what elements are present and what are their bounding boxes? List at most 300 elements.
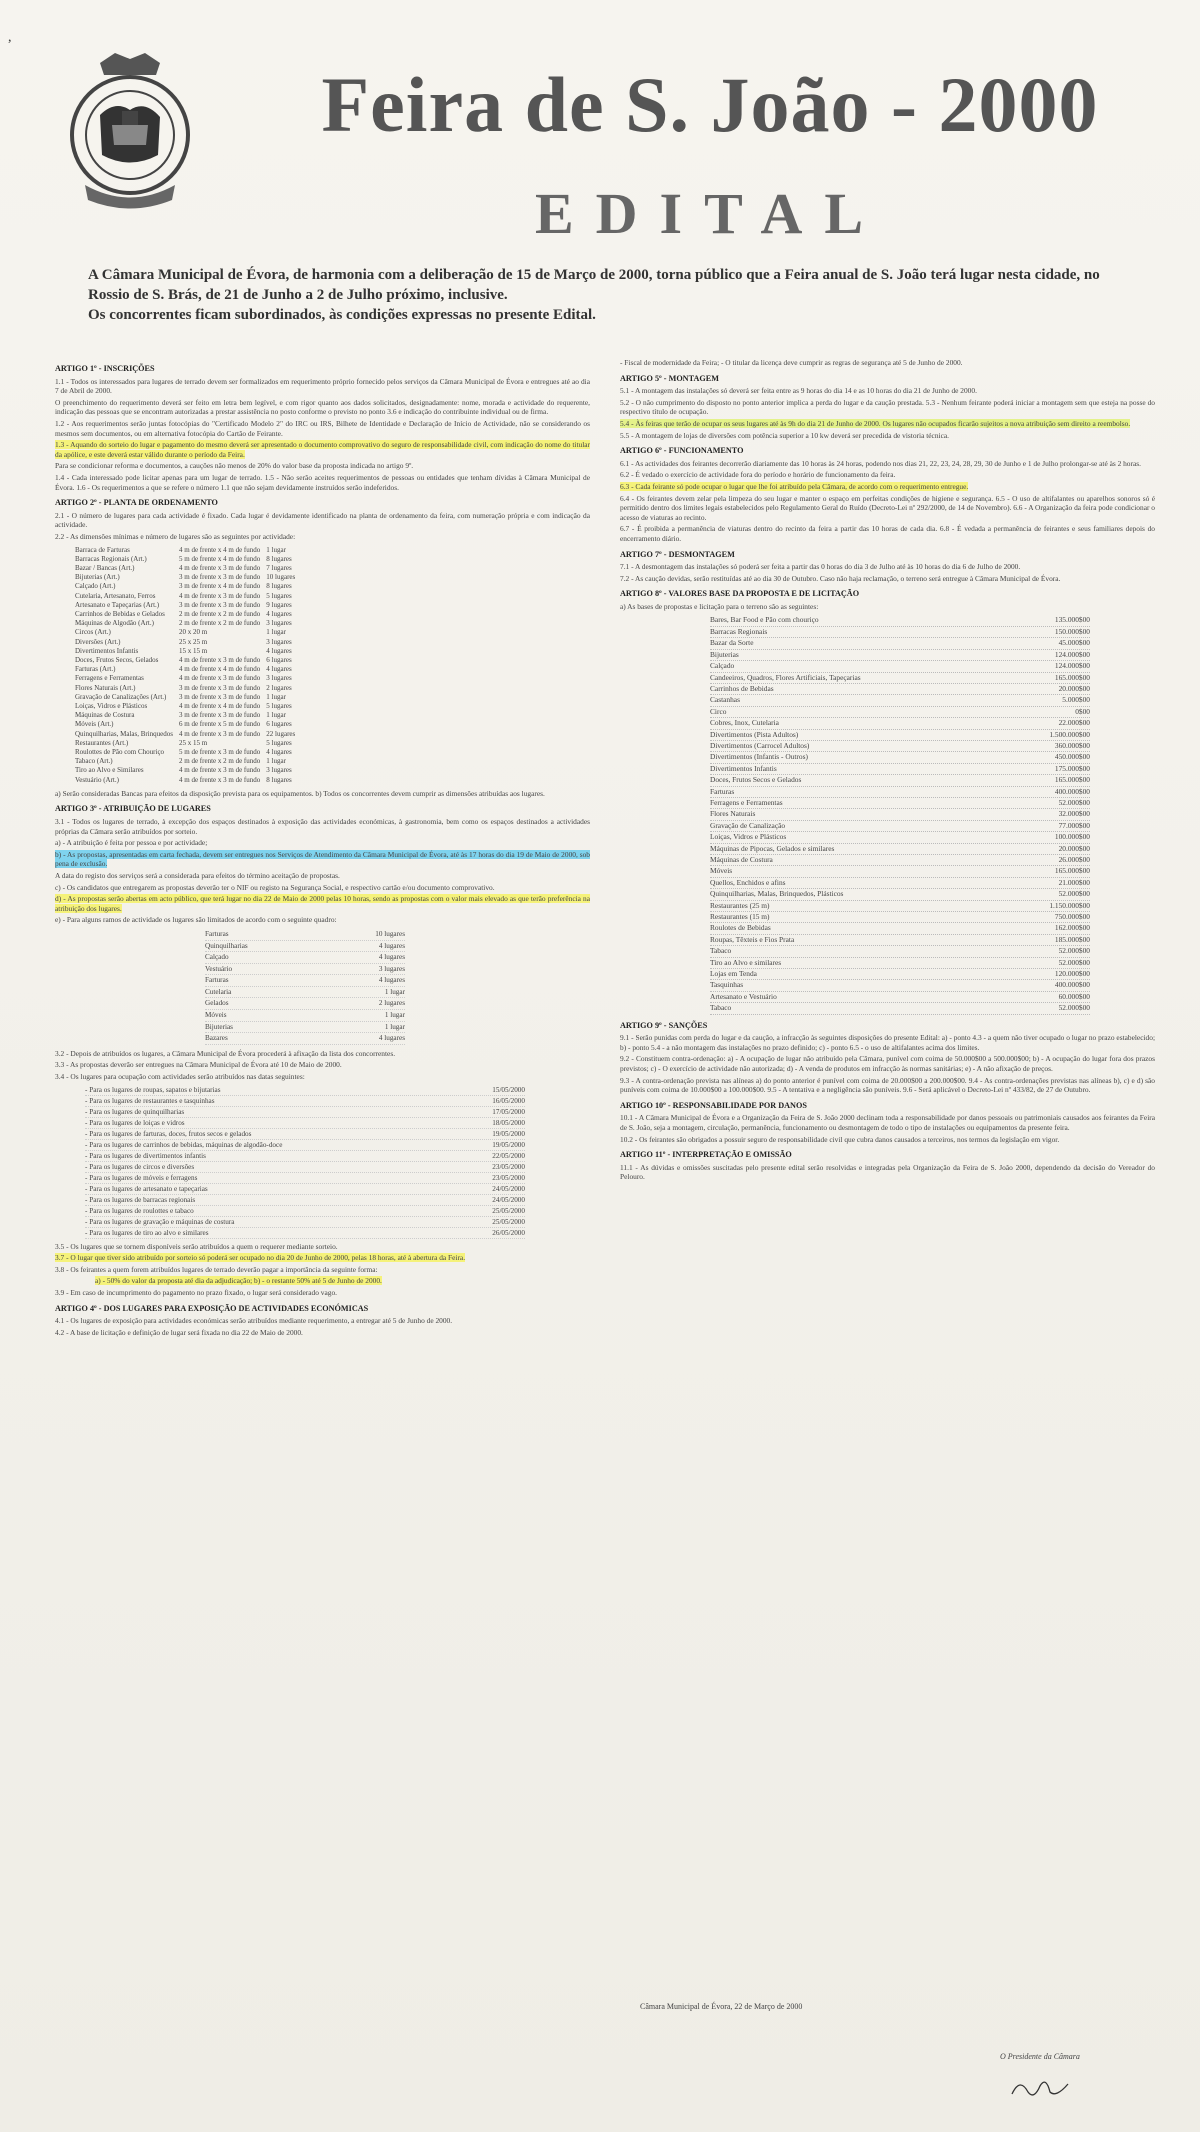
list-item-value: 4 lugares <box>378 976 405 985</box>
list-item-value: Bijuterias <box>710 649 739 659</box>
intro-paragraph <box>88 265 1128 325</box>
table-cell: 1 lugar <box>266 711 286 720</box>
paragraph: A data do registo dos serviços será a considerada para efeitos do término aceitação de propostas. <box>55 870 340 880</box>
table-cell: 4 lugares <box>266 665 292 674</box>
table-cell: Quinquilharias, Malas, Brinquedos <box>75 729 173 738</box>
table-cell: 3 m de frente x 3 m de fundo <box>179 711 261 720</box>
table-cell: 2 m de frente x 2 m de fundo <box>179 619 261 628</box>
paragraph: 3.8 - Os feirantes a quem forem atribuídos lugares de terrado deverão pagar a importância da seguinte forma: <box>55 1264 378 1274</box>
list-item <box>205 987 405 999</box>
paragraph: 4.1 - Os lugares de exposição para actividades económicas serão atribuídos mediante requerimento, a entregar até 5 de Junho de 2000. <box>55 1316 453 1326</box>
list-item-value: 10 lugares <box>375 929 405 938</box>
list-item-value: 52.000$00 <box>1058 797 1090 807</box>
fold-mark: , <box>8 30 12 45</box>
list-item <box>205 1033 405 1045</box>
table-cell: Diversões (Art.) <box>75 637 121 646</box>
list-item <box>205 929 405 941</box>
highlighted-text: d) - As propostas serão abertas em acto público, que terá lugar no dia 22 de Maio de 2000 pelas 10 horas, sendo as propostas com o valor mais elevado as que terão preferência na atribuição dos lugares. <box>55 894 590 913</box>
table-cell: Máquinas de Algodão (Art.) <box>75 619 154 628</box>
list-item-value: 23/05/2000 <box>492 1173 525 1182</box>
paragraph: 10.2 - Os feirantes são obrigados a possuir seguro de responsabilidade civil que cubra danos causados a terceiros, nos termos da legislação em vigor. <box>620 1134 1060 1144</box>
list-item-value: 16/05/2000 <box>492 1096 525 1105</box>
list-item-value: Circo <box>710 706 727 716</box>
list-item-value: 100.000$00 <box>1054 832 1090 842</box>
table-row <box>75 592 301 601</box>
list-item-value: 165.000$00 <box>1054 672 1090 682</box>
paragraph: 6.4 - Os feirantes devem zelar pela limpeza do seu lugar e manter o espaço em perfeitas condições de higiene e segurança. 6.5 - O uso de altifalantes ou aparelhos sonoros só é permitido dentro dos limites legais estabelecidos pelo Regulamento Geral do Ruído (Decreto-Lei nº 292/2000, de 14 de Novembro). 6.6 - A Organização da feira pode condicionar o acesso de viaturas ao recinto. <box>620 493 1155 522</box>
list-item <box>710 730 1090 741</box>
list-item-value: Roulotes de Bebidas <box>710 923 771 933</box>
list-item <box>710 855 1090 866</box>
list-item <box>710 707 1090 718</box>
table-cell: 5 lugares <box>266 701 292 710</box>
list-item-value: 45.000$00 <box>1058 638 1090 648</box>
list-item-value: 162.000$00 <box>1054 923 1090 933</box>
list-item <box>710 935 1090 946</box>
table-cell: 9 lugares <box>266 600 292 609</box>
list-item <box>205 964 405 976</box>
article-heading: ARTIGO 7º - DESMONTAGEM <box>620 549 735 559</box>
list-item <box>710 969 1090 980</box>
list-item-value: - Para os lugares de quinquilharias <box>85 1107 185 1116</box>
list-item <box>710 866 1090 877</box>
list-item-value: 1.150.000$00 <box>1049 900 1090 910</box>
list-item-value: Divertimentos (Pista Adultos) <box>710 729 799 739</box>
list-item <box>710 1003 1090 1014</box>
list-item <box>710 832 1090 843</box>
list-item-value: - Para os lugares de divertimentos infantis <box>85 1151 206 1160</box>
table-cell: Bijuterias (Art.) <box>75 573 120 582</box>
table-row <box>75 776 301 785</box>
table-cell: 3 m de frente x 4 m de fundo <box>179 582 261 591</box>
article-heading: ARTIGO 10º - RESPONSABILIDADE POR DANOS <box>620 1100 807 1110</box>
list-item-value: - Para os lugares de gravação e máquinas de costura <box>85 1217 235 1226</box>
list-item-value: Lojas em Tenda <box>710 969 757 979</box>
table-cell: Ferragens e Ferramentas <box>75 674 144 683</box>
list-item-value: 400.000$00 <box>1054 786 1090 796</box>
table-cell: 4 m de frente x 3 m de fundo <box>179 775 261 784</box>
table-cell: Loiças, Vidros e Plásticos <box>75 701 148 710</box>
list-item <box>710 684 1090 695</box>
list-item-value: 185.000$00 <box>1054 934 1090 944</box>
list-item-value: 20.000$00 <box>1058 683 1090 693</box>
list-item-value: 52.000$00 <box>1058 946 1090 956</box>
list-item-value: Bazar da Sorte <box>710 638 754 648</box>
table-row <box>75 656 301 665</box>
list-item-value: - Para os lugares de barracas regionais <box>85 1195 196 1204</box>
list-item <box>85 1118 525 1129</box>
list-item <box>710 958 1090 969</box>
list-item-value: Vestuário <box>205 964 233 973</box>
list-item-value: Candeeiros, Quadros, Flores Artificiais, Tapeçarias <box>710 672 861 682</box>
table-row <box>75 748 301 757</box>
list-item-value: 52.000$00 <box>1058 889 1090 899</box>
table-cell: 3 lugares <box>266 674 292 683</box>
list-item-value: Máquinas de Costura <box>710 855 773 864</box>
table-cell: 3 m de frente x 3 m de fundo <box>179 600 261 609</box>
list-item-value: 18/05/2000 <box>492 1118 525 1127</box>
paragraph: 3.9 - Em caso de incumprimento do pagamento no prazo fixado, o lugar será considerado vago. <box>55 1288 337 1297</box>
list-item-value: Tabaco <box>710 946 732 956</box>
list-item-value: Artesanato e Vestuário <box>710 991 777 1001</box>
list-item-value: 17/05/2000 <box>492 1107 525 1116</box>
paragraph: 11.1 - As dúvidas e omissões suscitadas pelo presente edital serão resolvidas e integradas pela Organização da Feira de S. João 2000, dependendo da decisão do Vereador do Pelouro. <box>620 1162 1155 1182</box>
list-item-value: 19/05/2000 <box>492 1129 525 1138</box>
table-row <box>75 564 301 573</box>
table-cell: 8 lugares <box>266 554 292 563</box>
table-cell: 4 m de frente x 3 m de fundo <box>179 655 261 664</box>
list-item <box>710 809 1090 820</box>
list-item-value: Tiro ao Alvo e similares <box>710 957 782 967</box>
list-item-value: 32.000$00 <box>1058 809 1090 819</box>
list-item <box>710 752 1090 763</box>
list-item-value: Bares, Bar Food e Pão com chouriço <box>710 615 819 625</box>
table-cell: Móveis (Art.) <box>75 720 114 729</box>
article-heading: ARTIGO 2º - PLANTA DE ORDENAMENTO <box>55 498 218 508</box>
table-cell: Circos (Art.) <box>75 628 111 637</box>
table-cell: Barracas Regionais (Art.) <box>75 554 147 563</box>
list-item <box>710 844 1090 855</box>
list-item <box>205 952 405 964</box>
paragraph: 3.4 - Os lugares para ocupação com actividades serão atribuídos nas datas seguintes: <box>55 1072 305 1082</box>
list-item-value: 150.000$00 <box>1054 626 1090 636</box>
list-item <box>85 1162 525 1173</box>
list-item-value: Cutelaria <box>205 987 232 996</box>
table-row <box>75 730 301 739</box>
lot-dimensions-table <box>75 546 301 785</box>
list-item-value: Bijuterias <box>205 1022 233 1031</box>
table-cell: 5 m de frente x 3 m de fundo <box>179 747 261 756</box>
table-cell: 25 x 15 m <box>179 738 208 747</box>
table-row <box>75 573 301 582</box>
list-item-value: Farturas <box>205 976 229 985</box>
list-item-value: 165.000$00 <box>1054 866 1090 876</box>
paragraph: 3.5 - Os lugares que se tornem disponíveis serão atribuídos a quem o requerer mediante sorteio. <box>55 1241 338 1251</box>
page-title: Feira de S. João - 2000 <box>321 61 1099 148</box>
paragraph: 9.1 - Serão punidas com perda do lugar e da caução, a infracção às seguintes disposições do presente Edital: a) - ponto 4.3 - a quem não tiver ocupado o lugar no prazo estabelecido; b) - ponto 5.4 - a não montagem das instalações no prazo definido; c) - ponto 6.5 - o uso de altifalantes acima dos limites. <box>620 1033 1155 1052</box>
list-item-value: Restaurantes (25 m) <box>710 900 770 910</box>
list-item-value: - Para os lugares de restaurantes e tasquinhas <box>85 1096 215 1105</box>
table-cell: 1 lugar <box>266 545 286 554</box>
list-item <box>710 695 1090 706</box>
list-item <box>85 1140 525 1151</box>
list-item-value: - Para os lugares de tiro ao alvo e similares <box>85 1228 209 1237</box>
table-cell: 1 lugar <box>266 757 286 766</box>
table-cell: 3 m de frente x 3 m de fundo <box>179 692 261 701</box>
list-item-value: 25/05/2000 <box>492 1206 525 1215</box>
article-heading: ARTIGO 8º - VALORES BASE DA PROPOSTA E DE LICITAÇÃO <box>620 589 860 599</box>
list-item-value: 52.000$00 <box>1058 957 1090 967</box>
list-item-value: Calçado <box>205 953 229 962</box>
table-cell: Vestuário (Art.) <box>75 775 119 784</box>
list-item-value: 400.000$00 <box>1054 980 1090 990</box>
paragraph: 5.2 - O não cumprimento do disposto no ponto anterior implica a perda do lugar e da caução prestada. 5.3 - Nenhum feirante poderá iniciar a montagem sem que esteja na posse do respectivo título de ocupação. <box>620 397 1155 417</box>
list-item-value: Carrinhos de Bebidas <box>710 683 774 693</box>
paragraph: 1.2 - Aos requerimentos serão juntas fotocópias do "Certificado Modelo 2" do IRC ou IRS, Bilhete de Identidade e Declaração de Início de Actividade, não se considerando os mesmos sem documentos, ou em alternativa fotocópia do Cartão de Feirante. <box>55 418 590 438</box>
list-item <box>710 946 1090 957</box>
table-row <box>75 739 301 748</box>
list-item-value: 5.000$00 <box>1062 695 1090 705</box>
table-cell: 5 m de frente x 4 m de fundo <box>179 554 261 563</box>
table-row <box>75 693 301 702</box>
list-item-value: 22/05/2000 <box>492 1151 525 1160</box>
list-item-value: 1.500.000$00 <box>1049 729 1090 739</box>
table-row <box>75 647 301 656</box>
left-column <box>55 358 590 1339</box>
list-item-value: 124.000$00 <box>1054 649 1090 659</box>
list-item <box>85 1195 525 1206</box>
list-item-value: 23/05/2000 <box>492 1162 525 1171</box>
list-item <box>85 1206 525 1217</box>
spots-table <box>205 929 405 1045</box>
list-item <box>710 992 1090 1003</box>
list-item <box>710 821 1090 832</box>
table-row <box>75 582 301 591</box>
list-item-value: 24/05/2000 <box>492 1195 525 1204</box>
paragraph: 1.1 - Todos os interessados para lugares de terrado devem ser formalizados em requerimento próprio fornecido pelos serviços da Câmara Municipal de Évora e entregues até ao dia 7 de Abril de 2000. <box>55 376 590 396</box>
paragraph: 3.2 - Depois de atribuídos os lugares, a Câmara Municipal de Évora procederá à afixação da lista dos concorrentes. <box>55 1048 396 1058</box>
list-item-value: 4 lugares <box>378 1034 405 1043</box>
table-cell: 4 lugares <box>266 747 292 756</box>
paragraph: c) - Os candidatos que entregarem as propostas deverão ter o NIF ou registo na Segurança Social, e respectivo cartão e/ou documento comprovativo. <box>55 882 495 892</box>
table-cell: 4 m de frente x 3 m de fundo <box>179 729 261 738</box>
table-cell: 6 lugares <box>266 720 292 729</box>
list-item <box>85 1096 525 1107</box>
table-cell: 4 m de frente x 3 m de fundo <box>179 766 261 775</box>
list-item-value: Roupas, Têxteis e Fios Prata <box>710 934 795 944</box>
list-item <box>710 627 1090 638</box>
list-item <box>710 673 1090 684</box>
list-item <box>205 1010 405 1022</box>
table-row <box>75 638 301 647</box>
list-item-value: 21.000$00 <box>1058 877 1090 887</box>
table-row <box>75 619 301 628</box>
signatory-role: O Presidente da Câmara <box>1000 2052 1080 2061</box>
list-item <box>205 998 405 1010</box>
list-item <box>85 1085 525 1096</box>
list-item <box>85 1184 525 1195</box>
table-cell: Carrinhos de Bebidas e Gelados <box>75 609 165 618</box>
table-cell: 4 m de frente x 4 m de fundo <box>179 701 261 710</box>
price-list <box>710 615 1090 1014</box>
paragraph: Para se condicionar reforma e documentos, a cauções não menos de 20% do valor base da proposta indicada no artigo 9º. <box>55 461 414 471</box>
list-item-value: Castanhas <box>710 695 740 705</box>
table-row <box>75 674 301 683</box>
table-row <box>75 711 301 720</box>
table-cell: 20 x 20 m <box>179 628 208 637</box>
list-item-value: Ferragens e Ferramentas <box>710 797 783 807</box>
paragraph: 9.3 - A contra-ordenação prevista nas alíneas a) do ponto anterior é punível com coima de 20.000$00 a 200.000$00. 9.4 - As contra-ordenações previstas nas alíneas b), c) e d) são puníveis com coima de 10.000$00 a 100.000$00. 9.5 - A tentativa e a negligência são puníveis. 9.6 - Será aplicável o Decreto-Lei nº 433/82, de 27 de Outubro. <box>620 1075 1155 1095</box>
list-item-value: Restaurantes (15 m) <box>710 912 770 922</box>
table-row <box>75 766 301 775</box>
paragraph: e) - Para alguns ramos de actividade os lugares são limitados de acordo com o seguinte quadro: <box>55 915 337 925</box>
table-cell: 4 m de frente x 4 m de fundo <box>179 665 261 674</box>
table-cell: Doces, Frutos Secos, Gelados <box>75 655 159 664</box>
table-row <box>75 720 301 729</box>
highlighted-text: 1.3 - Aquando do sorteio do lugar e pagamento do mesmo deverá ser apresentado o documento comprovativo do seguro de responsabilidade civil, com indicação do nome do titular da apólice, e este deverá estar válido durante o período da Feira. <box>55 440 590 459</box>
article-heading: ARTIGO 5º - MONTAGEM <box>620 373 719 383</box>
paragraph: a) - A atribuição é feita por pessoa e por actividade; <box>55 838 208 848</box>
table-row <box>75 610 301 619</box>
list-item-value: 175.000$00 <box>1054 763 1090 773</box>
paragraph: 5.5 - A montagem de lojas de diversões com potência superior a 10 kw deverá ser precedida de vistoria técnica. <box>620 430 949 440</box>
signature-icon <box>1010 2072 1070 2102</box>
list-item-value: 26.000$00 <box>1058 855 1090 864</box>
list-item <box>710 878 1090 889</box>
paragraph: 1.4 - Cada interessado pode licitar apenas para um lugar de terrado. 1.5 - Não serão aceites requerimentos de pessoas ou entidades que tenham dívidas à Câmara Municipal de Évora. 1.6 - Os requerimentos a que se refere o número 1.1 que não sejam devidamente instruídos serão indeferidos. <box>55 472 590 492</box>
intro-line-2: Os concorrentes ficam subordinados, às condições expressas no presente Edital. <box>88 307 596 323</box>
table-cell: 5 lugares <box>266 591 292 600</box>
table-cell: 4 m de frente x 3 m de fundo <box>179 591 261 600</box>
paragraph: 3.1 - Todos os lugares de terrado, à excepção dos espaços destinados à exposição das actividades económicas, à gastronomia, bem como os espaços destinados a actividades próprias da Câmara serão atribuídos por sorteio. <box>55 816 590 836</box>
list-item-value: 1 lugar <box>384 987 405 996</box>
article-heading: ARTIGO 1º - INSCRIÇÕES <box>55 364 155 373</box>
list-item-value: 25/05/2000 <box>492 1217 525 1226</box>
list-item-value: 124.000$00 <box>1054 661 1090 671</box>
list-item <box>710 787 1090 798</box>
list-item-value: - Para os lugares de farturas, doces, frutos secos e gelados <box>85 1129 252 1138</box>
list-item-value: - Para os lugares de artesanato e tapeçarias <box>85 1184 208 1193</box>
list-item <box>710 889 1090 900</box>
article-heading: ARTIGO 9º - SANÇÕES <box>620 1020 708 1030</box>
list-item-value: 750.000$00 <box>1054 912 1090 922</box>
list-item <box>85 1217 525 1228</box>
page-subtitle: EDITAL <box>534 181 886 246</box>
list-item-value: Farturas <box>710 786 735 796</box>
list-item <box>710 775 1090 786</box>
table-cell: 3 lugares <box>266 619 292 628</box>
paragraph: a) As bases de propostas e licitação para o terreno são as seguintes: <box>620 601 819 611</box>
table-cell: Roulottes de Pão com Chouriço <box>75 747 165 756</box>
table-cell: Restaurantes (Art.) <box>75 738 129 747</box>
list-item <box>205 941 405 953</box>
list-item-value: Calçado <box>710 661 735 671</box>
paragraph: a) Serão consideradas Bancas para efeitos da disposição prevista para os equipamentos. b) Todos os concorrentes devem cumprir as dimensões atribuídas aos lugares. <box>55 788 545 798</box>
paragraph: 10.1 - A Câmara Municipal de Évora e a Organização da Feira de S. João 2000 declinam toda a responsabilidade por danos pessoais ou patrimoniais causados aos feirantes da Feira de S. João, seja a montagem, circulação, permanência, funcionamento ou desmontagem de todo o tipo de instalações ou equipamentos da presente feira. <box>620 1113 1155 1133</box>
table-cell: 7 lugares <box>266 563 292 572</box>
table-row <box>75 665 301 674</box>
list-item-value: 20.000$00 <box>1058 843 1090 853</box>
list-item-value: Quinquilharias <box>205 941 248 950</box>
article-heading: ARTIGO 4º - DOS LUGARES PARA EXPOSIÇÃO DE ACTIVIDADES ECONÓMICAS <box>55 1303 369 1313</box>
list-item <box>205 1022 405 1034</box>
list-item <box>710 661 1090 672</box>
list-item-value: 0$00 <box>1075 706 1090 716</box>
table-cell: Barraca de Farturas <box>75 545 130 554</box>
table-row <box>75 757 301 766</box>
list-item <box>710 923 1090 934</box>
table-row <box>75 546 301 555</box>
table-cell: 3 m de frente x 3 m de fundo <box>179 573 261 582</box>
table-cell: Cutelaria, Artesanato, Ferros <box>75 591 156 600</box>
table-row <box>75 628 301 637</box>
list-item-value: Farturas <box>205 929 229 938</box>
paragraph: 7.1 - A desmontagem das instalações só poderá ser feita a partir das 0 horas do dia 3 de Julho até às 10 horas do dia 6 de Julho de 2000. <box>620 562 1021 572</box>
list-item-value: Tabaco <box>710 1003 732 1013</box>
table-row <box>75 555 301 564</box>
table-cell: Máquinas de Costura <box>75 711 135 720</box>
list-item <box>710 980 1090 991</box>
table-cell: 1 lugar <box>266 628 286 637</box>
table-cell: 2 m de frente x 2 m de fundo <box>179 757 261 766</box>
table-row <box>75 684 301 693</box>
dates-table <box>85 1085 525 1239</box>
list-item-value: 2 lugares <box>378 999 405 1008</box>
table-cell: Artesanato e Tapeçarias (Art.) <box>75 600 160 609</box>
list-item <box>710 638 1090 649</box>
list-item-value: 26/05/2000 <box>492 1228 525 1237</box>
list-item-value: 19/05/2000 <box>492 1140 525 1149</box>
highlighted-text: b) - As propostas, apresentadas em carta fechada, devem ser entregues nos Serviços de Atendimento da Câmara Municipal de Évora, até às 17 horas do dia 19 de Maio de 2000, sob pena de exclusão. <box>55 849 590 869</box>
right-column <box>620 358 1155 1184</box>
list-item-value: Divertimentos (Carrocel Adultos) <box>710 740 810 750</box>
list-item-value: 165.000$00 <box>1054 775 1090 785</box>
table-cell: 2 m de frente x 2 m de fundo <box>179 609 261 618</box>
highlighted-text: 5.4 - Às feiras que terão de ocupar os seus lugares até às 9h do dia 21 de Junho de 2000. Os lugares não ocupados ficarão sujeitos a nova atribuição sem direito a reembolso. <box>620 418 1131 428</box>
list-item <box>710 615 1090 626</box>
list-item <box>205 975 405 987</box>
table-cell: 3 m de frente x 3 m de fundo <box>179 683 261 692</box>
table-cell: 4 m de frente x 4 m de fundo <box>179 545 261 554</box>
table-cell: 6 lugares <box>266 655 292 664</box>
list-item-value: Quinquilharias, Malas, Brinquedos, Plásticos <box>710 889 844 899</box>
table-cell: 8 lugares <box>266 775 292 784</box>
list-item-value: 3 lugares <box>378 964 405 973</box>
list-item-value: Barracas Regionais <box>710 626 768 636</box>
list-item-value: Divertimentos Infantis <box>710 763 777 773</box>
list-item-value: Doces, Frutos Secos e Gelados <box>710 775 802 785</box>
list-item-value: - Para os lugares de loiças e vidros <box>85 1118 185 1127</box>
list-item-value: 15/05/2000 <box>492 1085 525 1094</box>
table-cell: 4 m de frente x 3 m de fundo <box>179 563 261 572</box>
table-cell: 10 lugares <box>266 573 296 582</box>
list-item-value: Divertimentos (Infantis - Outros) <box>710 752 808 762</box>
list-item-value: 120.000$00 <box>1054 969 1090 979</box>
paragraph: O preenchimento do requerimento deverá ser feito em letra bem legível, e com rigor quanto aos dados solicitados, designadamente: nome, morada e actividade do requerente, indicação das pessoas que se encontram autorizadas a prestar assistência no posto conforme o previsto no ponto 3.6 e indicação do contribuinte individual ou de firma. <box>55 397 590 417</box>
table-cell: Tiro ao Alvo e Similares <box>75 766 144 775</box>
table-cell: Bazar / Bancas (Art.) <box>75 563 135 572</box>
list-item <box>710 912 1090 923</box>
table-cell: 6 m de frente x 5 m de fundo <box>179 720 261 729</box>
list-item-value: 22.000$00 <box>1058 718 1090 728</box>
article-heading: ARTIGO 3º - ATRIBUIÇÃO DE LUGARES <box>55 804 211 814</box>
list-item-value: 60.000$00 <box>1058 991 1090 1001</box>
list-item-value: Tasquinhas <box>710 980 744 990</box>
table-cell: Tabaco (Art.) <box>75 757 113 766</box>
list-item-value: 360.000$00 <box>1054 740 1090 750</box>
list-item-value: 1 lugar <box>384 1022 405 1031</box>
article-heading: ARTIGO 11º - INTERPRETAÇÃO E OMISSÃO <box>620 1150 792 1160</box>
table-cell: 5 lugares <box>266 738 292 747</box>
table-row <box>75 601 301 610</box>
list-item-value: Móveis <box>205 1011 227 1020</box>
paragraph: 6.1 - As actividades dos feirantes decorrerão diariamente das 10 horas às 24 horas, podendo nos dias 21, 22, 23, 24, 28, 29, 30 de Junho e 1 de Julho prolongar-se até às 2 horas. <box>620 458 1141 468</box>
paragraph: 6.2 - É vedado o exercício de actividade fora do período e horário de funcionamento da feira. <box>620 470 896 480</box>
table-cell: 3 lugares <box>266 766 292 775</box>
table-cell: 25 x 25 m <box>179 637 208 646</box>
list-item-value: Móveis <box>710 866 733 876</box>
list-item-value: Cobres, Inox, Cutelaria <box>710 718 779 728</box>
list-item <box>710 718 1090 729</box>
city-crest-icon <box>60 45 200 220</box>
highlighted-text: a) - 50% do valor da proposta até dia da adjudicação; b) - o restante 50% até 5 de Junho de 2000. <box>95 1276 382 1286</box>
list-item-value: 24/05/2000 <box>492 1184 525 1193</box>
paragraph: 9.2 - Constituem contra-ordenação: a) - A ocupação de lugar não atribuído pela Câmara, punível com coima de 50.000$00 a 500.000$00; b) - A ocupação do lugar fora dos prazos previstos; c) - O exercício de actividade não autorizada; d) - A venda de produtos em infracção às normas sanitárias; e) - A não afixação de preços. <box>620 1054 1155 1074</box>
table-cell: 4 lugares <box>266 609 292 618</box>
list-item <box>710 764 1090 775</box>
table-cell: 4 m de frente x 3 m de fundo <box>179 674 261 683</box>
paragraph: 5.1 - A montagem das instalações só deverá ser feita entre as 9 horas do dia 14 e as 10 horas do dia 21 de Junho de 2000. <box>620 386 977 396</box>
